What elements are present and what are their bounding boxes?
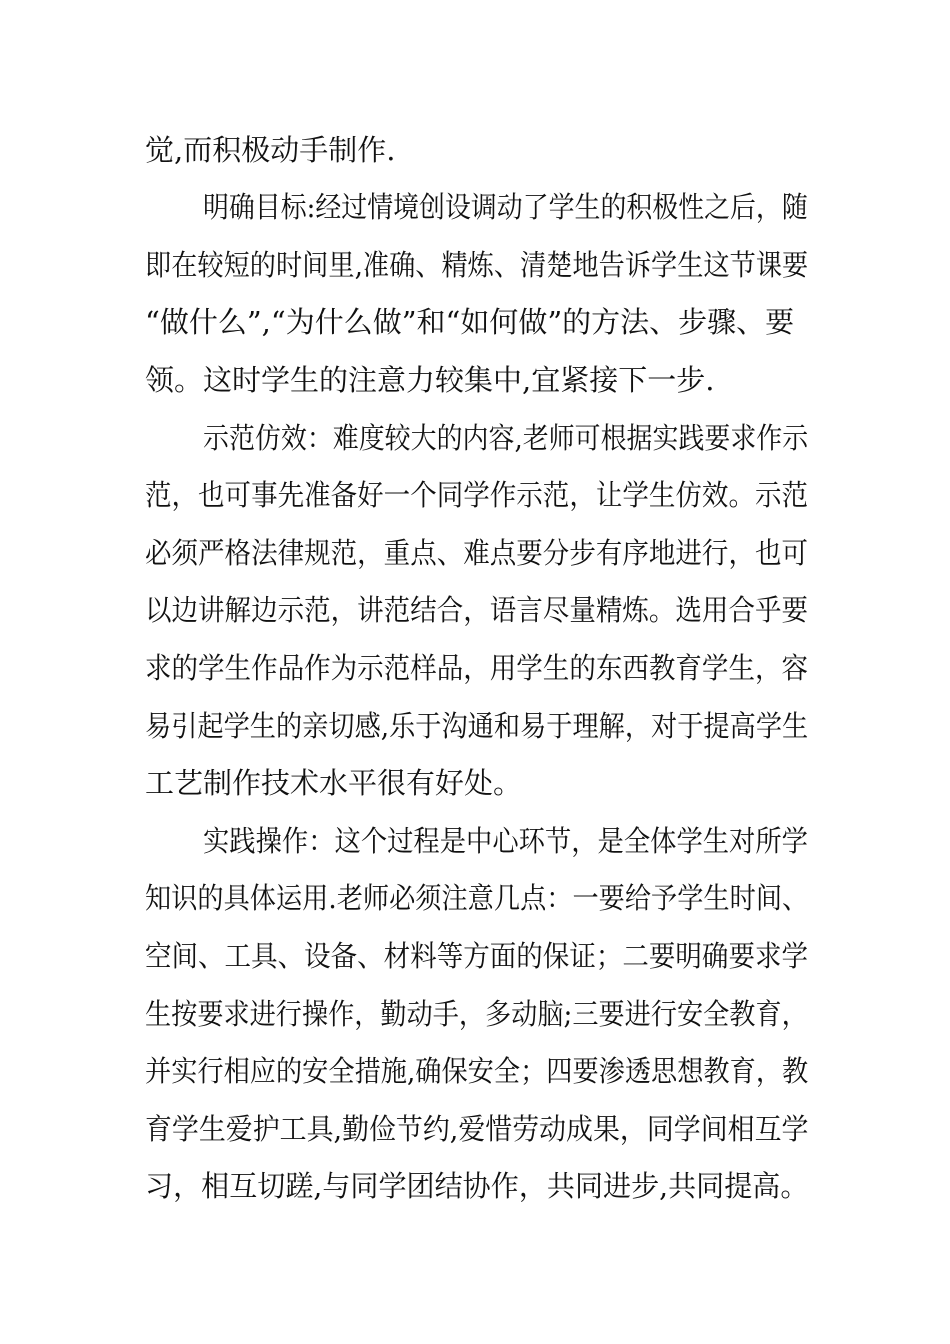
paragraph-line: [0, 994, 950, 1034]
line-text: 示范仿效：难度较大的内容,老师可根据实践要求作示: [203, 421, 809, 455]
paragraph-line: [0, 360, 950, 400]
line-text: 易引起学生的亲切感,乐于沟通和易于理解，对于提高学生: [145, 709, 809, 743]
line-text: 范，也可事先准备好一个同学作示范，让学生仿效。示范: [145, 478, 809, 512]
line-text: 求的学生作品作为示范样品，用学生的东西教育学生，容: [145, 651, 809, 685]
line-text: 生按要求进行操作，勤动手，多动脑;三要进行安全教育，: [145, 997, 808, 1031]
paragraph-line: [0, 1051, 950, 1091]
paragraph-line: [0, 648, 950, 688]
line-text: 并实行相应的安全措施,确保安全；四要渗透思想教育，教: [145, 1054, 809, 1088]
paragraph-line: [0, 936, 950, 976]
paragraph-line: [0, 821, 950, 861]
paragraph-line: [0, 187, 950, 227]
paragraph-line: [0, 418, 950, 458]
line-text: 空间、工具、设备、材料等方面的保证；二要明确要求学: [145, 939, 809, 973]
line-text: 必须严格法律规范，重点、难点要分步有序地进行，也可: [145, 536, 809, 570]
paragraph-line: [0, 590, 950, 630]
paragraph-line: [0, 302, 950, 342]
line-text: 明确目标:经过情境创设调动了学生的积极性之后，随: [203, 190, 808, 224]
line-text: 育学生爱护工具,勤俭节约,爱惜劳动成果，同学间相互学: [145, 1112, 809, 1146]
paragraph-line: [0, 706, 950, 746]
line-text: 以边讲解边示范，讲范结合，语言尽量精炼。选用合乎要: [145, 593, 809, 627]
line-text: 知识的具体运用.老师必须注意几点：一要给予学生时间、: [145, 881, 809, 915]
paragraph-line: [0, 475, 950, 515]
line-text: “做什么”,“为什么做”和“如何做”的方法、步骤、要: [145, 305, 795, 339]
paragraph-line: [0, 763, 950, 803]
line-text: 觉,而积极动手制作.: [145, 133, 396, 167]
paragraph-line: [0, 533, 950, 573]
line-text: 实践操作：这个过程是中心环节，是全体学生对所学: [203, 824, 808, 858]
paragraph-line: [0, 245, 950, 285]
paragraph-line: [0, 130, 950, 170]
line-text: 领。这时学生的注意力较集中,宜紧接下一步.: [145, 363, 715, 397]
line-text: 工艺制作技术水平很有好处。: [145, 766, 523, 800]
paragraph-line: [0, 1166, 950, 1206]
paragraph-line: [0, 1109, 950, 1149]
line-text: 即在较短的时间里,准确、精炼、清楚地告诉学生这节课要: [145, 248, 809, 282]
paragraph-line: [0, 878, 950, 918]
line-text: 习，相互切蹉,与同学团结协作，共同进步,共同提高。: [145, 1169, 809, 1203]
